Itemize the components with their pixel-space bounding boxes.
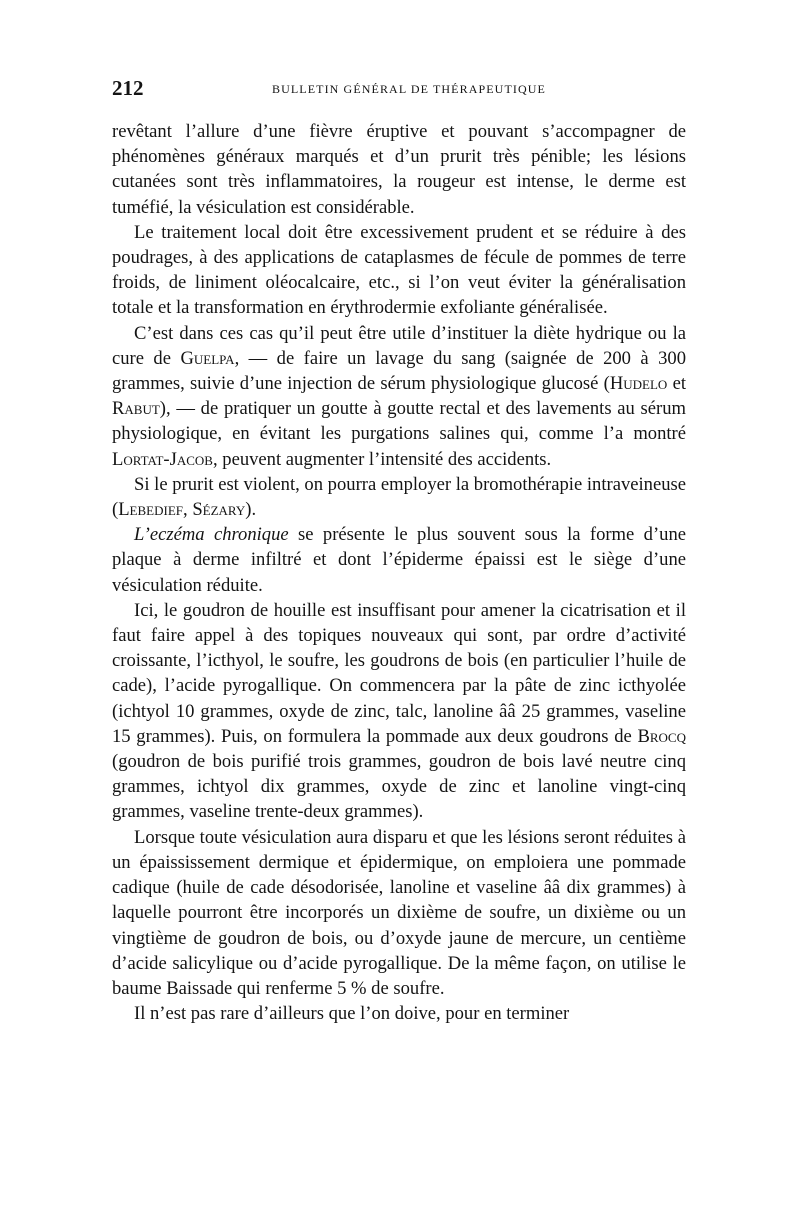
author-name: Brocq xyxy=(637,725,686,747)
paragraph-text: Le traitement local doit être excessivement prudent et se réduire à des poudrages, à des applications de cataplasmes de fécule de pommes de terre froids, de liniment oléocalcaire, etc., si l’on veut éviter la généralisation totale et la transformation en érythrodermie exfoliante généralisée. xyxy=(112,221,686,319)
paragraph-text: et xyxy=(667,373,686,395)
paragraph-text: ). xyxy=(245,499,257,521)
paragraph-text: Il n’est pas rare d’ailleurs que l’on doive, pour en terminer xyxy=(134,1003,570,1025)
paragraph-text: Ici, le goudron de houille est insuffisant pour amener la cicatrisation et il faut faire appel à des topiques nouveaux qui sont, par ordre d’activité croissante, l’icthyol, le soufre, les goudrons de bois (en particulier l’huile de cade), l’acide pyrogallique. On commencera par la pâte de zinc icthyolée (ichtyol 10 grammes, oxyde de zinc, talc, lanoline ââ 25 grammes, vaseline 15 grammes). Puis, on formulera la pommade aux deux goudrons de xyxy=(112,599,686,747)
paragraph xyxy=(112,598,686,825)
author-name: Lebedief xyxy=(118,499,184,521)
author-name: Hudelo xyxy=(609,373,668,395)
paragraph-text: , — de faire un lavage du sang (saignée de 200 à 300 grammes, suivie d’une injection de sérum physiologique glucosé ( xyxy=(112,347,687,395)
paragraph-text: se présente le plus souvent sous la forme d’une plaque à derme infiltré et dont l’épiderme épaissi est le siège d’une vésiculation réduite. xyxy=(112,524,686,596)
paragraph-text: C’est dans ces cas qu’il peut être utile d’instituer la diète hydrique ou la cure de xyxy=(112,322,686,369)
emphasis-term: L’eczéma chronique xyxy=(134,524,289,546)
author-name: Sézary xyxy=(192,499,246,521)
paragraph xyxy=(112,220,686,321)
paragraph-text: revêtant l’allure d’une fièvre éruptive et pouvant s’accompagner de phénomènes généraux marqués et d’un prurit très pénible; les lésions cutanées sont très inflammatoires, la rougeur est intense, le derme est tuméfié, la vésiculation est considérable. xyxy=(112,121,686,218)
page-number: 212 xyxy=(112,76,144,100)
running-head: BULLETIN GÉNÉRAL DE THÉRAPEUTIQUE xyxy=(272,82,546,96)
paragraph xyxy=(112,1001,686,1026)
author-name: Guelpa xyxy=(180,347,235,369)
author-name: Lortat-Jacob xyxy=(112,448,213,470)
paragraph xyxy=(112,472,686,522)
paragraph-text: , peuvent augmenter l’intensité des accidents. xyxy=(212,448,552,470)
paragraph-text: Si le prurit est violent, on pourra employer la bromothérapie intraveineuse ( xyxy=(112,473,686,521)
paragraph-text: Lorsque toute vésiculation aura disparu et que les lésions seront réduites à un épaississement dermique et épidermique, on emploiera une pommade cadique (huile de cade désodorisée, lanoline et vaseline ââ dix grammes) à laquelle pourront être incorporés un dixième de soufre, un dixième ou un vingtième de goudron de bois, ou d’oxyde jaune de mercure, un centième d’acide salicylique ou d’acide pyrogallique. De la même façon, on utilise le baume Baissade qui renferme 5 % de soufre. xyxy=(112,826,686,999)
paragraph xyxy=(112,321,686,472)
author-name: Rabut xyxy=(112,398,160,420)
paragraph-text: ), — de pratiquer un goutte à goutte rectal et des lavements au sérum physiologique, en évitant les purgations salines qui, comme l’a montré xyxy=(112,398,686,445)
paragraph-text: (goudron de bois purifié trois grammes, goudron de bois lavé neutre cinq grammes, ichtyol dix grammes, oxyde de zinc et lanoline vingt-cinq grammes, vaseline trente-deux grammes). xyxy=(112,751,686,823)
body-text xyxy=(112,119,686,1026)
paragraph xyxy=(112,825,686,1001)
paragraph xyxy=(112,119,686,220)
paragraph xyxy=(112,522,686,598)
paragraph-text: , xyxy=(183,499,193,521)
page-header xyxy=(112,76,698,100)
